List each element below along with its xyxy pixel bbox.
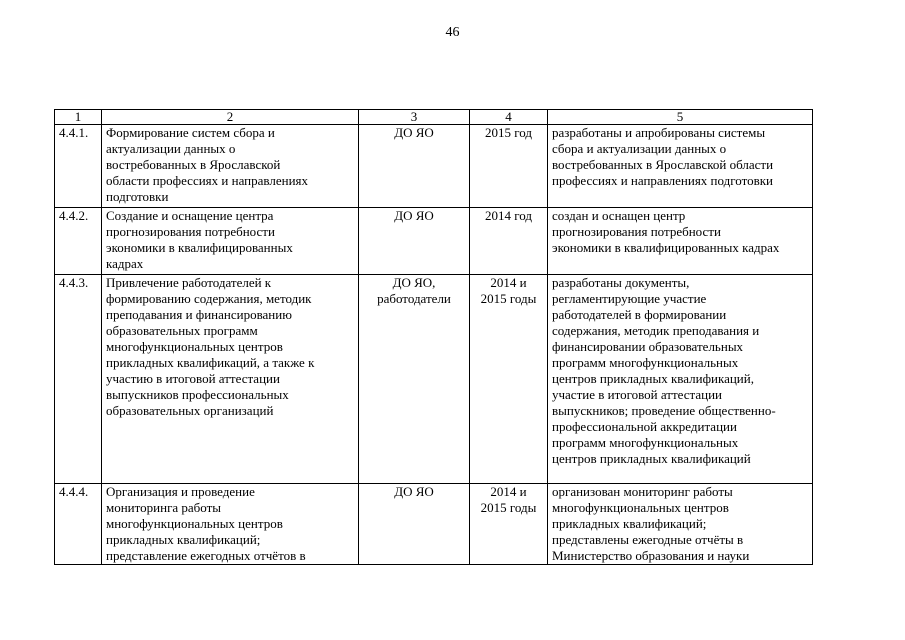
item-number: 4.4.1. [55,125,102,208]
task-cell: Формирование систем сбора и актуализации данных о востребованных в Ярославской области профессиях и направлениях подготовки [102,125,359,208]
header-cell-1: 1 [55,110,102,125]
task-cell: Организация и проведение мониторинга работы многофункциональных центров прикладных квалификаций; представление ежегодных отчётов в [102,484,359,565]
period-cell: 2014 год [470,208,548,275]
header-cell-3: 3 [359,110,470,125]
item-number: 4.4.3. [55,275,102,484]
period-cell: 2015 год [470,125,548,208]
period-cell: 2014 и 2015 годы [470,275,548,484]
result-cell: организован мониторинг работы многофункциональных центров прикладных квалификаций; представлены ежегодные отчёты в Министерство образования и науки [548,484,813,565]
header-cell-4: 4 [470,110,548,125]
responsible-cell: ДО ЯО [359,484,470,565]
result-cell: разработаны документы, регламентирующие участие работодателей в формировании содержания, методик преподавания и финансировании образовательных программ многофункциональных центров прикладных квалификаций, участие в итоговой аттестации выпускников; проведение общественно- профессиональной аккредитации программ многофункциональных центров прикладных квалификаций [548,275,813,484]
table-header-row [55,110,813,125]
item-number: 4.4.2. [55,208,102,275]
activity-table [54,109,813,565]
responsible-cell: ДО ЯО [359,208,470,275]
table-row [55,125,813,208]
result-cell: создан и оснащен центр прогнозирования потребности экономики в квалифицированных кадрах [548,208,813,275]
item-number: 4.4.4. [55,484,102,565]
task-cell: Создание и оснащение центра прогнозирования потребности экономики в квалифицированных кадрах [102,208,359,275]
table-row [55,484,813,565]
header-cell-5: 5 [548,110,813,125]
table-row [55,208,813,275]
responsible-cell: ДО ЯО, работодатели [359,275,470,484]
result-cell: разработаны и апробированы системы сбора и актуализации данных о востребованных в Ярославской области профессиях и направлениях подготовки [548,125,813,208]
task-cell: Привлечение работодателей к формированию содержания, методик преподавания и финансированию образовательных программ многофункциональных центров прикладных квалификаций, а также к участию в итоговой аттестации выпускников профессиональных образовательных организаций [102,275,359,484]
responsible-cell: ДО ЯО [359,125,470,208]
page-number: 46 [445,25,460,40]
period-cell: 2014 и 2015 годы [470,484,548,565]
header-cell-2: 2 [102,110,359,125]
table-row [55,275,813,484]
